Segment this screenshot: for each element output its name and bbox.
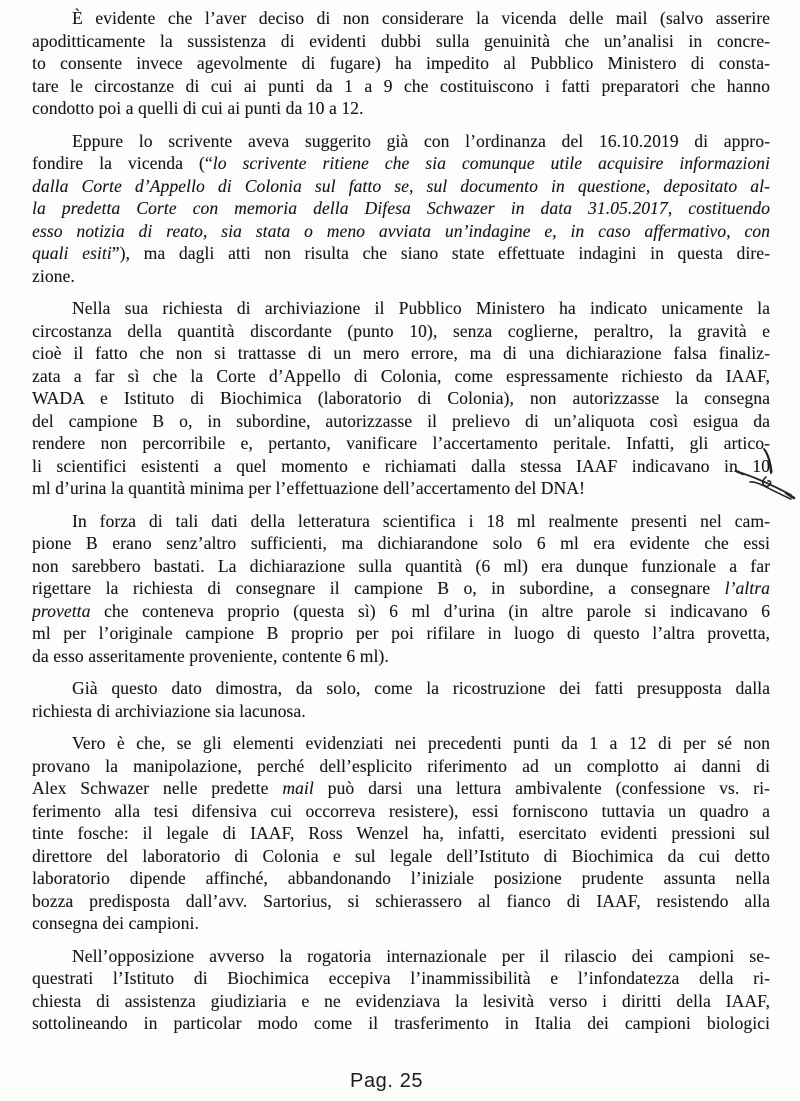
text-line bbox=[32, 365, 770, 388]
text-segment: da esso asseritamente proveniente, contente 6 ml). bbox=[32, 645, 389, 666]
text-line bbox=[32, 645, 770, 668]
text-line bbox=[32, 477, 770, 500]
text-line bbox=[32, 532, 770, 555]
text-segment: apoditticamente la sussistenza di evidenti dubbi sulla genuinità che un’analisi in concre- bbox=[32, 30, 770, 51]
text-segment: chiesta di assistenza giudiziaria e ne evidenziava la lesività verso i diritti della IAAF, bbox=[32, 990, 770, 1011]
text-segment: pione B erano senz’altro sufficienti, ma dichiarandone solo 6 ml era evidente che essi bbox=[32, 533, 770, 553]
text-line bbox=[32, 75, 770, 98]
text-line bbox=[32, 755, 770, 778]
text-segment: cioè il fatto che non si trattasse di un mero errore, ma di una dichiarazione falsa finaliz- bbox=[32, 343, 770, 363]
text-segment: rigettare la richiesta di consegnare il campione B o, in subordine, a consegnare bbox=[32, 578, 725, 598]
text-segment: condotto poi a quelli di cui ai punti da 10 a 12. bbox=[32, 98, 364, 118]
pen-scribble-annotation bbox=[728, 441, 800, 509]
text-segment: laboratorio dipende affinché, abbandonando l’iniziale posizione prudente assunta nella bbox=[32, 868, 770, 888]
text-line bbox=[32, 130, 770, 153]
text-line bbox=[32, 890, 770, 913]
paragraph bbox=[32, 510, 770, 668]
text-segment: ferimento alla tesi difensiva cui occorreva resistere), essi forniscono tuttavia un quadro a bbox=[32, 800, 770, 821]
paragraph bbox=[32, 945, 770, 1035]
paragraph bbox=[32, 130, 770, 288]
text-segment: WADA e Istituto di Biochimica (laboratorio di Colonia), non autorizzasse la consegna bbox=[32, 388, 770, 408]
text-segment: Nella sua richiesta di archiviazione il Pubblico Ministero ha indicato unicamente la bbox=[72, 298, 770, 318]
text-line bbox=[32, 175, 770, 198]
text-segment: del campione B o, in subordine, autorizzasse il prelievo di un’aliquota così esigua da bbox=[32, 410, 770, 431]
text-segment: che conteneva proprio (questa sì) 6 ml d’urina (in altre parole si indicavano 6 bbox=[90, 600, 770, 621]
text-segment: ml per l’originale campione B proprio per poi rifilare in luogo di questo l’altra provetta, bbox=[32, 623, 770, 643]
italic-text-segment: dalla Corte d’Appello di Colonia sul fatto se, sul documento in questione, depositato al- bbox=[32, 175, 770, 196]
text-line bbox=[32, 220, 770, 243]
text-segment: Alex Schwazer nelle predette bbox=[32, 778, 283, 798]
text-segment: questrati l’Istituto di Biochimica eccepiva l’inammissibilità e l’infondatezza della ri- bbox=[32, 968, 770, 988]
italic-text-segment: quali esiti bbox=[32, 243, 112, 263]
text-segment: fondire la vicenda (“ bbox=[32, 153, 213, 173]
italic-text-segment: lo scrivente ritiene che sia comunque utile acquisire informazioni bbox=[212, 153, 770, 173]
text-line bbox=[32, 1012, 770, 1035]
text-segment: In forza di tali dati della letteratura scientifica i 18 ml realmente presenti nel cam- bbox=[72, 510, 770, 531]
text-segment: Eppure lo scrivente aveva suggerito già con l’ordinanza del 16.10.2019 di appro- bbox=[72, 130, 770, 151]
text-line bbox=[32, 867, 770, 890]
text-line bbox=[32, 432, 770, 455]
text-segment: direttore del laboratorio di Colonia e sul legale dell’Istituto di Biochimica da cui detto bbox=[32, 845, 770, 866]
text-segment: È evidente che l’aver deciso di non considerare la vicenda delle mail (salvo asserire bbox=[72, 8, 770, 28]
text-segment: provano la manipolazione, perché dell’esplicito riferimento ad un complotto ai danni di bbox=[32, 755, 770, 776]
text-line bbox=[32, 800, 770, 823]
italic-text-segment: la predetta Corte con memoria della Difesa Schwazer in data 31.05.2017, costituendo bbox=[32, 198, 770, 218]
text-line bbox=[32, 152, 770, 175]
text-line bbox=[32, 577, 770, 600]
text-segment: Nell’opposizione avverso la rogatoria internazionale per il rilascio dei campioni se- bbox=[72, 945, 770, 966]
text-line bbox=[32, 990, 770, 1013]
paragraph bbox=[32, 677, 770, 722]
text-segment: richiesta di archiviazione sia lacunosa. bbox=[32, 700, 306, 721]
text-line bbox=[32, 600, 770, 623]
paragraph bbox=[32, 297, 770, 500]
italic-text-segment: esso notizia di reato, sia stata o meno avviata un’indagine e, in caso affermativo, con bbox=[32, 220, 770, 241]
text-line bbox=[32, 387, 770, 410]
footer-page-number: Pag. 25 bbox=[350, 1070, 424, 1092]
text-line bbox=[32, 700, 770, 723]
text-segment: rendere non percorribile e, pertanto, vanificare l’accertamento peritale. Infatti, gli artico- bbox=[32, 433, 770, 453]
text-line bbox=[32, 342, 770, 365]
document-body bbox=[32, 7, 770, 1035]
paragraph bbox=[32, 7, 770, 120]
italic-text-segment: mail bbox=[282, 778, 314, 798]
text-segment: tinte fosche: il legale di IAAF, Ross Wenzel ha, infatti, esercitato evidenti pressioni sul bbox=[32, 823, 770, 843]
text-line bbox=[32, 510, 770, 533]
text-line bbox=[32, 7, 770, 30]
italic-text-segment: l’altra bbox=[724, 578, 770, 598]
text-line bbox=[32, 410, 770, 433]
text-segment: bozza predisposta dall’avv. Sartorius, si schierassero al fianco di IAAF, resistendo alla bbox=[32, 890, 770, 911]
text-segment: li scientifici esistenti a quel momento e richiamati dalla stessa IAAF indicavano in 10 bbox=[32, 455, 770, 476]
text-line bbox=[32, 320, 770, 343]
text-segment: può darsi una lettura ambivalente (confessione vs. ri- bbox=[313, 778, 770, 798]
text-line bbox=[32, 677, 770, 700]
paragraph bbox=[32, 732, 770, 935]
text-line bbox=[32, 845, 770, 868]
text-segment: Già questo dato dimostra, da solo, come la ricostruzione dei fatti presupposta dalla bbox=[72, 678, 770, 698]
text-line bbox=[32, 30, 770, 53]
text-segment: zione. bbox=[32, 265, 75, 286]
text-segment: consegna dei campioni. bbox=[32, 913, 199, 933]
text-line bbox=[32, 197, 770, 220]
text-line bbox=[32, 622, 770, 645]
text-segment: circostanza della quantità discordante (punto 10), senza coglierne, peraltro, la gravità e bbox=[32, 320, 770, 341]
text-segment: zata a far sì che la Corte d’Appello di Colonia, come espressamente richiesto da IAAF, bbox=[32, 365, 770, 386]
text-segment: non sarebbero bastati. La dichiarazione sulla quantità (6 ml) era dunque funzionale a far bbox=[32, 555, 770, 576]
text-segment: to consente invece agevolmente di fugare) ha impedito al Pubblico Ministero di consta- bbox=[32, 53, 770, 73]
text-line bbox=[32, 555, 770, 578]
text-line bbox=[32, 967, 770, 990]
text-line bbox=[32, 297, 770, 320]
text-line bbox=[32, 945, 770, 968]
text-line bbox=[32, 52, 770, 75]
text-segment: tare le circostanze di cui ai punti da 1 a 9 che costituiscono i fatti preparatori che hanno bbox=[32, 75, 770, 96]
text-line bbox=[32, 242, 770, 265]
text-line bbox=[32, 912, 770, 935]
text-segment: sottolineando in particolar modo come il trasferimento in Italia dei campioni biologici bbox=[32, 1013, 770, 1033]
text-line bbox=[32, 455, 770, 478]
text-line bbox=[32, 732, 770, 755]
text-segment: Vero è che, se gli elementi evidenziati nei precedenti punti da 1 a 12 di per sé non bbox=[72, 733, 770, 753]
text-segment: ml d’urina la quantità minima per l’effettuazione dell’accertamento del DNA! bbox=[32, 478, 585, 498]
text-line bbox=[32, 97, 770, 120]
text-line bbox=[32, 265, 770, 288]
text-line bbox=[32, 777, 770, 800]
italic-text-segment: provetta bbox=[32, 600, 91, 621]
text-line bbox=[32, 822, 770, 845]
text-segment: ”), ma dagli atti non risulta che siano state effettuate indagini in questa dire- bbox=[111, 243, 770, 263]
